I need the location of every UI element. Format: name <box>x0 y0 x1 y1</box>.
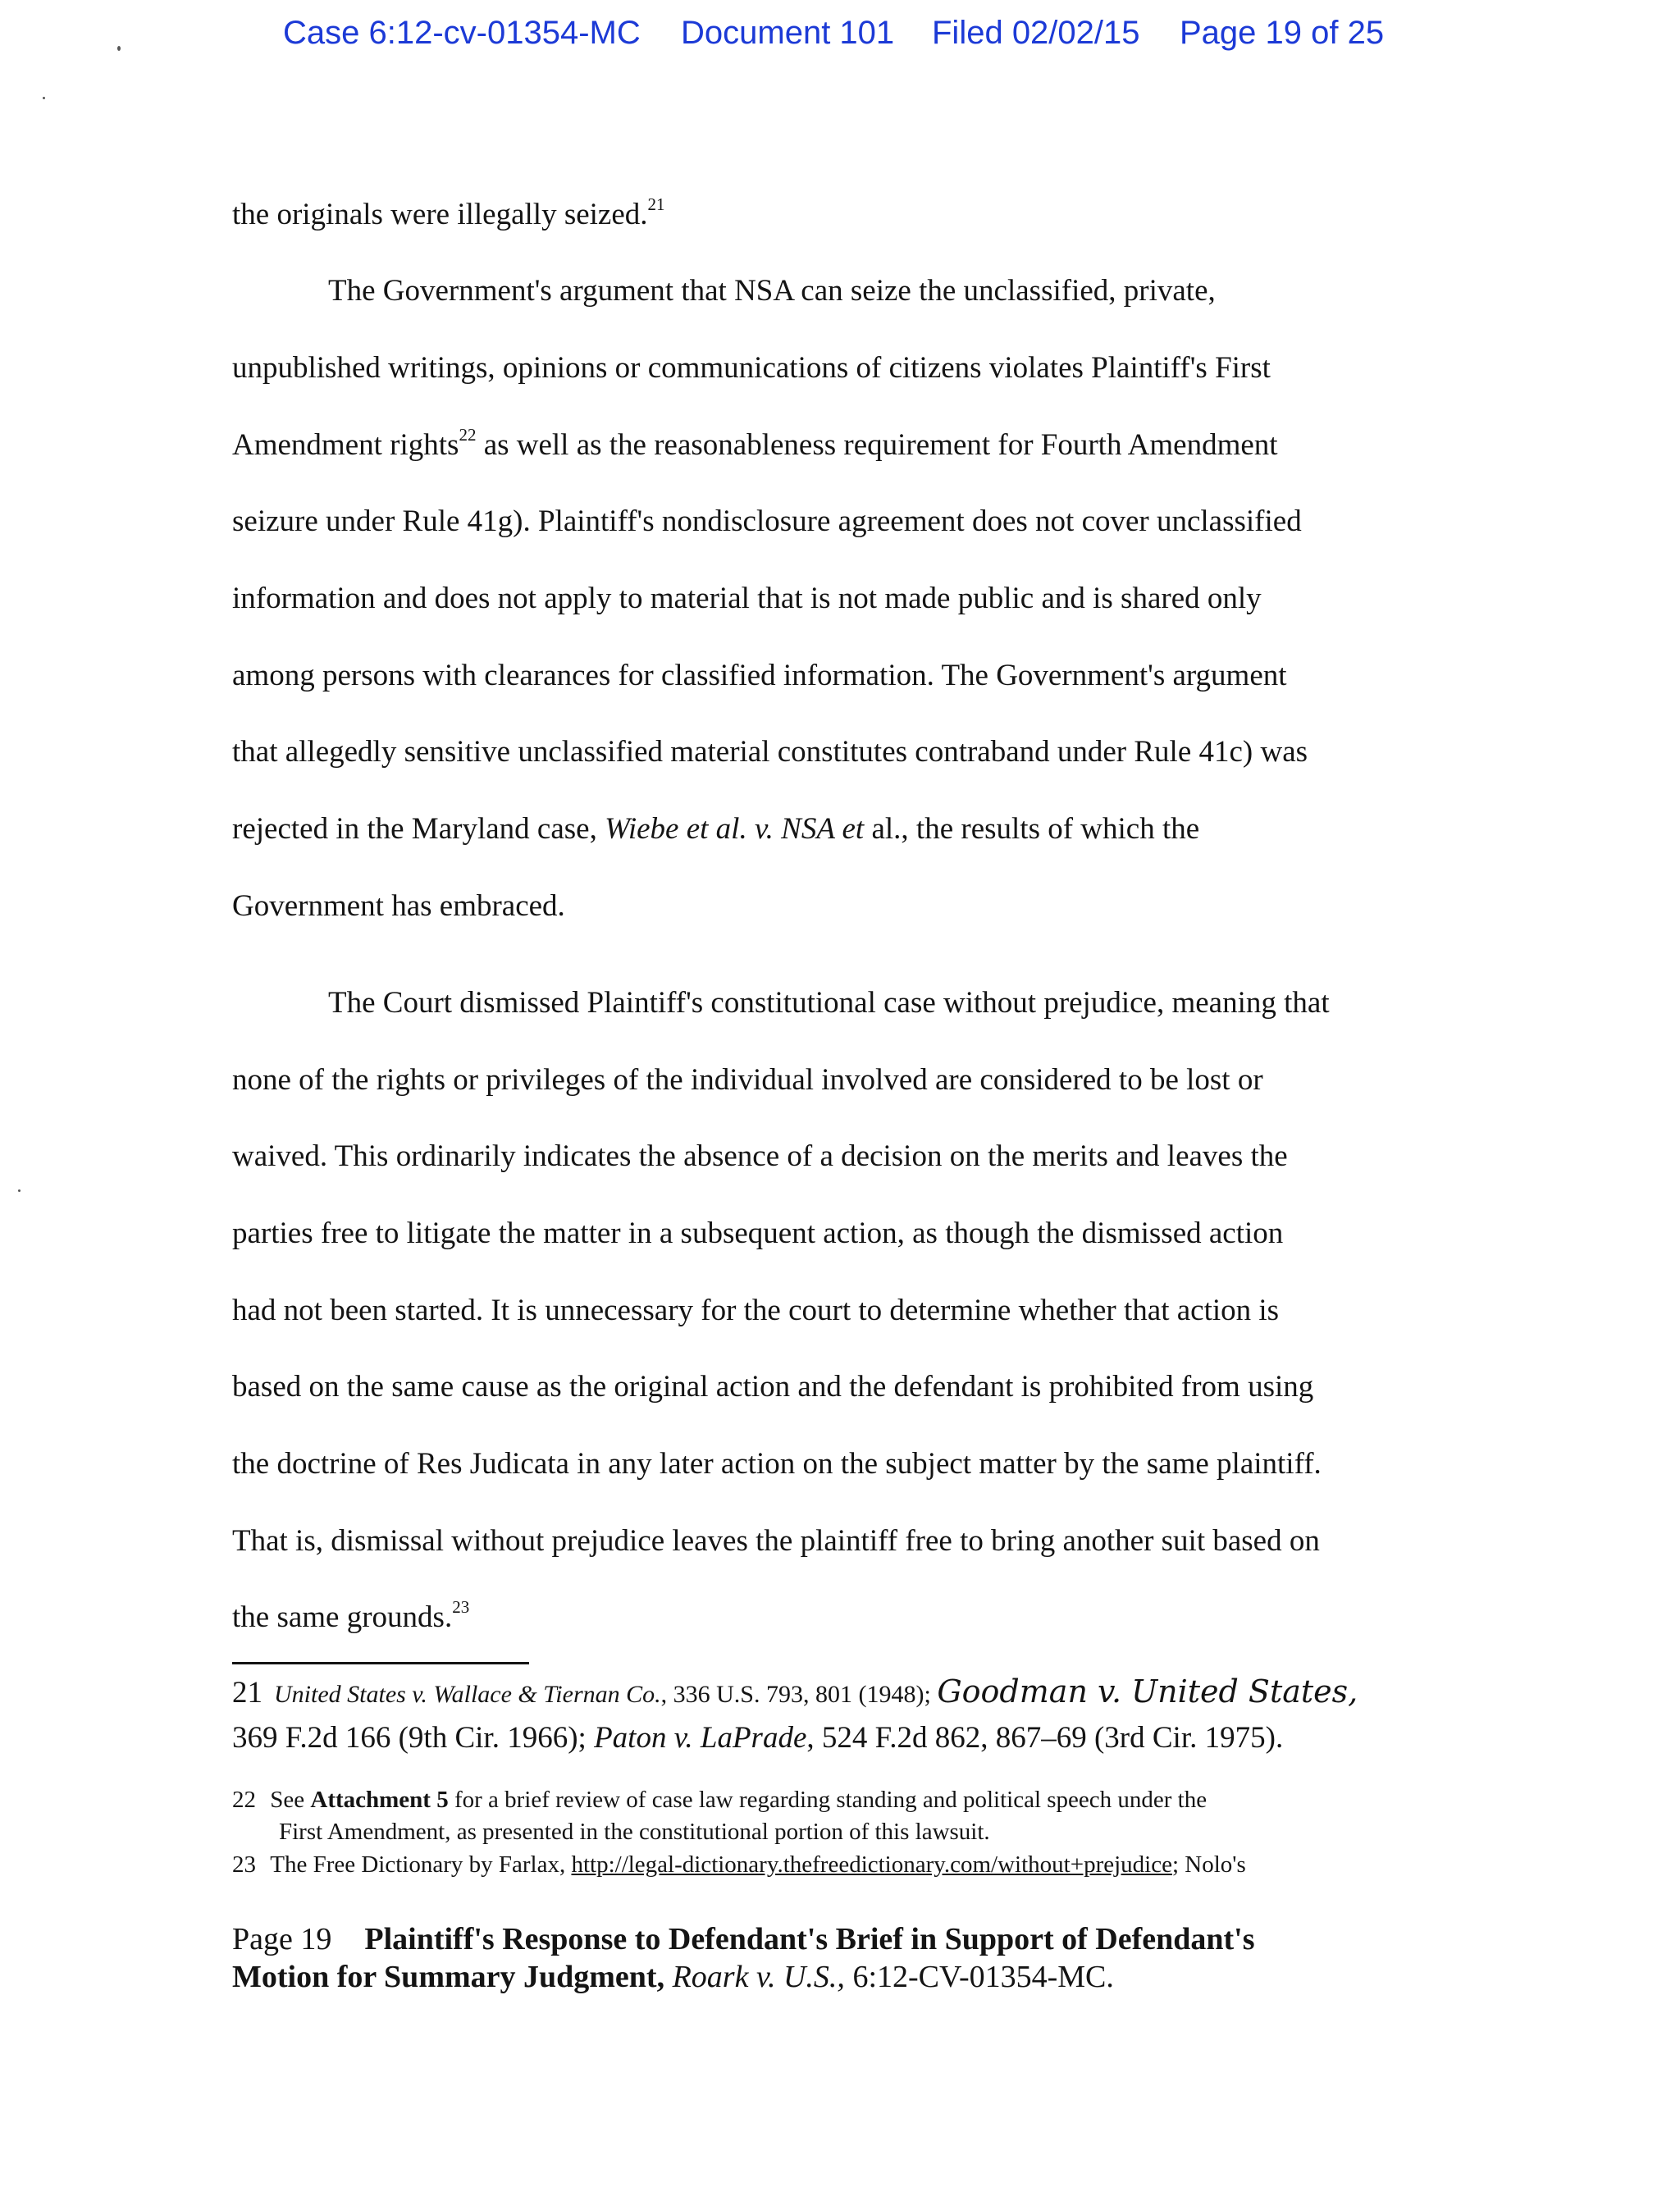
body-line: based on the same cause as the original action and the defendant is prohibited from using <box>232 1370 1314 1404</box>
footnote-ref-21[interactable]: 21 <box>647 194 665 214</box>
footer-case-number: 6:12-CV-01354-MC. <box>844 1960 1114 1994</box>
body-line: among persons with clearances for classified information. The Government's argument <box>232 659 1287 692</box>
footer-case-name: Roark v. U.S., <box>672 1960 845 1994</box>
body-line: rejected in the Maryland case, Wiebe et al. v. NSA et al., the results of which the <box>232 812 1200 846</box>
footnote-ref-23[interactable]: 23 <box>452 1597 470 1617</box>
header-case-number: Case 6:12-cv-01354-MC <box>283 15 641 51</box>
body-line: the originals were illegally seized.$^{21}$ <box>232 194 665 231</box>
footnote-ref-22[interactable]: 22 <box>459 425 477 445</box>
body-line: Government has embraced. <box>232 889 565 923</box>
footnote-22: 22 See Attachment 5 for a brief review of case law regarding standing and political speech under the <box>232 1787 1208 1813</box>
body-line: none of the rights or privileges of the individual involved are considered to be lost or <box>232 1063 1263 1097</box>
body-line: unpublished writings, opinions or communications of citizens violates Plaintiff's First <box>232 351 1271 385</box>
body-line: seizure under Rule 41g). Plaintiff's nondisclosure agreement does not cover unclassified <box>232 504 1302 538</box>
ecf-header <box>0 8 1680 57</box>
body-line: the doctrine of Res Judicata in any later action on the subject matter by the same plaintiff. <box>232 1447 1322 1481</box>
scan-speck <box>117 46 121 51</box>
body-line: The Court dismissed Plaintiff's constitutional case without prejudice, meaning that <box>328 986 1330 1020</box>
body-line: waived. This ordinarily indicates the absence of a decision on the merits and leaves the <box>232 1139 1288 1173</box>
footnote-23: 23 The Free Dictionary by Farlax, http://legal-dictionary.thefreedictionary.com/without+prejudice; Nolo's <box>232 1851 1246 1878</box>
case-citation: Wiebe et al. v. NSA et <box>605 812 865 846</box>
scan-speck <box>18 1189 21 1192</box>
scan-speck <box>43 97 45 99</box>
body-line: information and does not apply to material that is not made public and is shared only <box>232 582 1262 615</box>
body-line: that allegedly sensitive unclassified material constitutes contraband under Rule 41c) was <box>232 735 1308 769</box>
footer-page-label: Page 19 <box>232 1922 332 1956</box>
footnote-22-cont: First Amendment, as presented in the constitutional portion of this lawsuit. <box>279 1819 990 1845</box>
body-line: parties free to litigate the matter in a subsequent action, as though the dismissed action <box>232 1217 1284 1250</box>
header-page-count: Page 19 of 25 <box>1180 15 1385 51</box>
header-document-number: Document 101 <box>681 15 895 51</box>
footer-title: Plaintiff's Response to Defendant's Brief in Support of Defendant's <box>364 1922 1255 1956</box>
body-line: That is, dismissal without prejudice leaves the plaintiff free to bring another suit based on <box>232 1524 1320 1558</box>
body-line: had not been started. It is unnecessary for the court to determine whether that action is <box>232 1294 1280 1327</box>
footnote-21: 21 United States v. Wallace & Tiernan Co., 336 U.S. 793, 801 (1948); Goodman v. United States, <box>232 1673 1358 1710</box>
dictionary-link[interactable]: http://legal-dictionary.thefreedictionary.com/without+prejudice <box>571 1851 1172 1878</box>
body-line: the same grounds.$^{23}$ <box>232 1597 470 1634</box>
footnote-divider <box>232 1662 529 1664</box>
body-line: The Government's argument that NSA can seize the unclassified, private, <box>328 274 1216 308</box>
body-line: Amendment rights$^{22}$ as well as the reasonableness requirement for Fourth Amendment <box>232 425 1278 462</box>
footer-line-2: Motion for Summary Judgment, Roark v. U.S., 6:12-CV-01354-MC. <box>232 1960 1114 1994</box>
header-filed-date: Filed 02/02/15 <box>932 15 1140 51</box>
footer-line-1 <box>232 1920 1255 1958</box>
footnote-21-cont: 369 F.2d 166 (9th Cir. 1966); Paton v. LaPrade, 524 F.2d 862, 867–69 (3rd Cir. 1975). <box>232 1721 1284 1755</box>
